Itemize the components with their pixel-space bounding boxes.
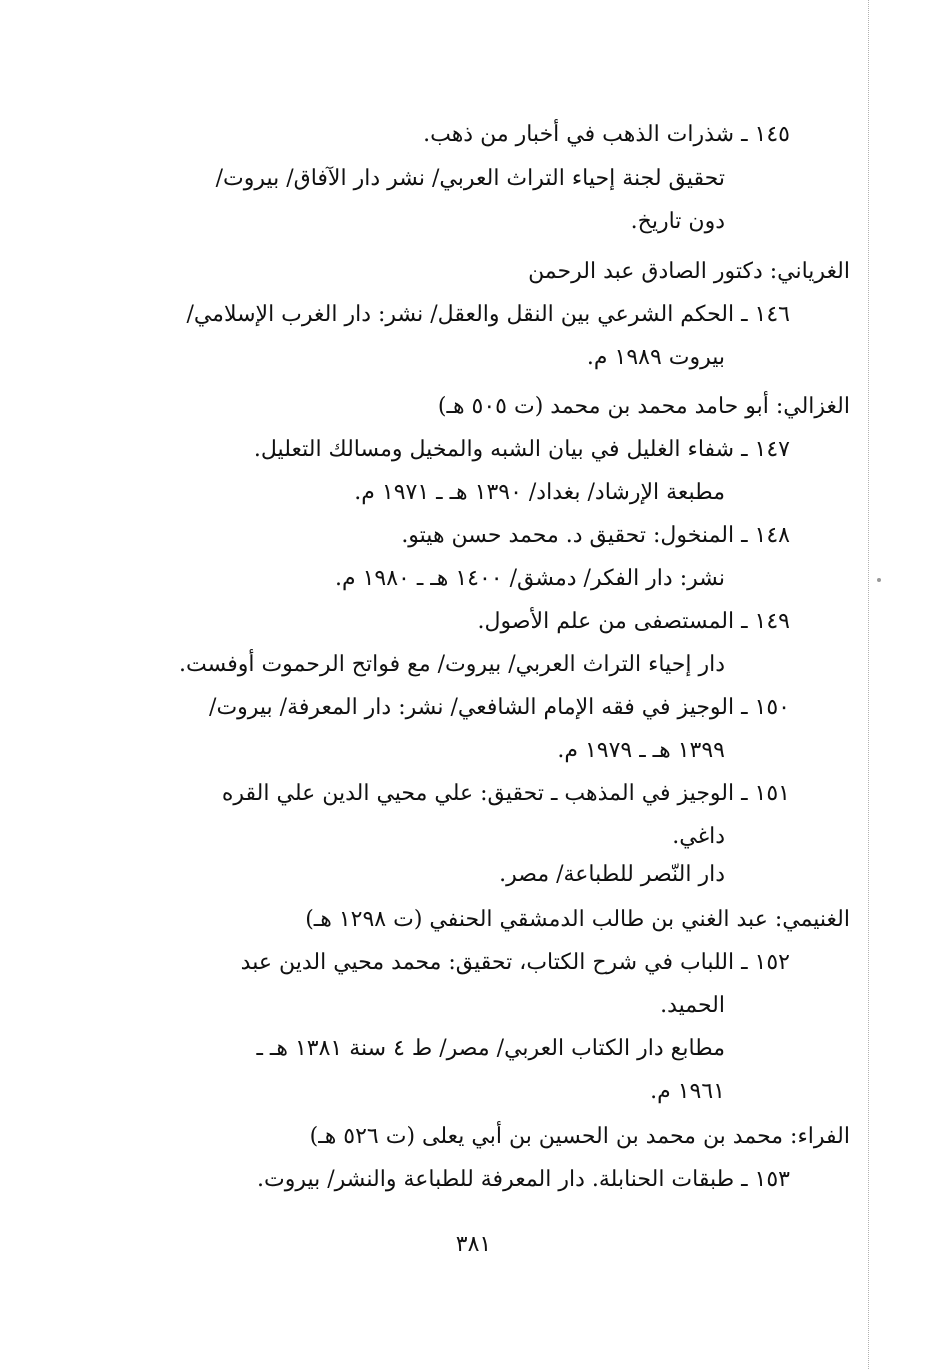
entry-145-publication-cont: دون تاريخ. <box>630 209 725 234</box>
page-number: ٣٨١ <box>455 1232 492 1257</box>
entry-150-title-cont: ١٣٩٩ هـ ـ ١٩٧٩ م. <box>557 738 725 763</box>
entry-147-publication: مطبعة الإرشاد/ بغداد/ ١٣٩٠ هـ ـ ١٩٧١ م. <box>354 480 725 505</box>
author-ghunaymi: الغنيمي: عبد الغني بن طالب الدمشقي الحنفي (ت ١٢٩٨ هـ) <box>305 907 850 932</box>
entry-152-title: ١٥٢ ـ اللباب في شرح الكتاب، تحقيق: محمد محيي الدين عبد <box>240 950 790 975</box>
entry-145-publication: تحقيق لجنة إحياء التراث العربي/ نشر دار الآفاق/ بيروت/ <box>215 166 725 191</box>
entry-147-title: ١٤٧ ـ شفاء الغليل في بيان الشبه والمخيل ومسالك التعليل. <box>253 437 790 462</box>
scan-edge-dots <box>868 0 869 1369</box>
author-ghazali: الغزالي: أبو حامد محمد بن محمد (ت ٥٠٥ هـ) <box>437 394 850 419</box>
entry-151-title: ١٥١ ـ الوجيز في المذهب ـ تحقيق: علي محيي الدين علي القره <box>221 781 790 806</box>
entry-153-title: ١٥٣ ـ طبقات الحنابلة. دار المعرفة للطباعة والنشر/ بيروت. <box>257 1167 790 1192</box>
entry-152-publication-cont: ١٩٦١ م. <box>650 1079 725 1104</box>
entry-145-title: ١٤٥ ـ شذرات الذهب في أخبار من ذهب. <box>423 122 790 147</box>
entry-152-title-cont: الحميد. <box>660 993 725 1018</box>
entry-151-publication: دار النّصر للطباعة/ مصر. <box>499 862 725 887</box>
entry-146-title-cont: بيروت ١٩٨٩ م. <box>586 345 725 370</box>
author-ghiryani: الغرياني: دكتور الصادق عبد الرحمن <box>528 259 850 284</box>
entry-150-title: ١٥٠ ـ الوجيز في فقه الإمام الشافعي/ نشر: دار المعرفة/ بيروت/ <box>209 695 790 720</box>
entry-152-publication: مطابع دار الكتاب العربي/ مصر/ ط ٤ سنة ١٣٨١ هـ ـ <box>256 1036 725 1061</box>
entry-148-publication: نشر: دار الفكر/ دمشق/ ١٤٠٠ هـ ـ ١٩٨٠ م. <box>334 566 725 591</box>
entry-149-title: ١٤٩ ـ المستصفى من علم الأصول. <box>477 609 790 634</box>
entry-149-publication: دار إحياء التراث العربي/ بيروت/ مع فواتح الرحموت أوفست. <box>178 652 725 677</box>
author-farra: الفراء: محمد بن محمد بن الحسين بن أبي يعلى (ت ٥٢٦ هـ) <box>309 1124 850 1149</box>
entry-148-title: ١٤٨ ـ المنخول: تحقيق د. محمد حسن هيتو. <box>401 523 790 548</box>
entry-151-title-cont: داغي. <box>672 824 725 849</box>
entry-146-title: ١٤٦ ـ الحكم الشرعي بين النقل والعقل/ نشر: دار الغرب الإسلامي/ <box>186 302 790 327</box>
scan-artifact <box>877 578 881 582</box>
